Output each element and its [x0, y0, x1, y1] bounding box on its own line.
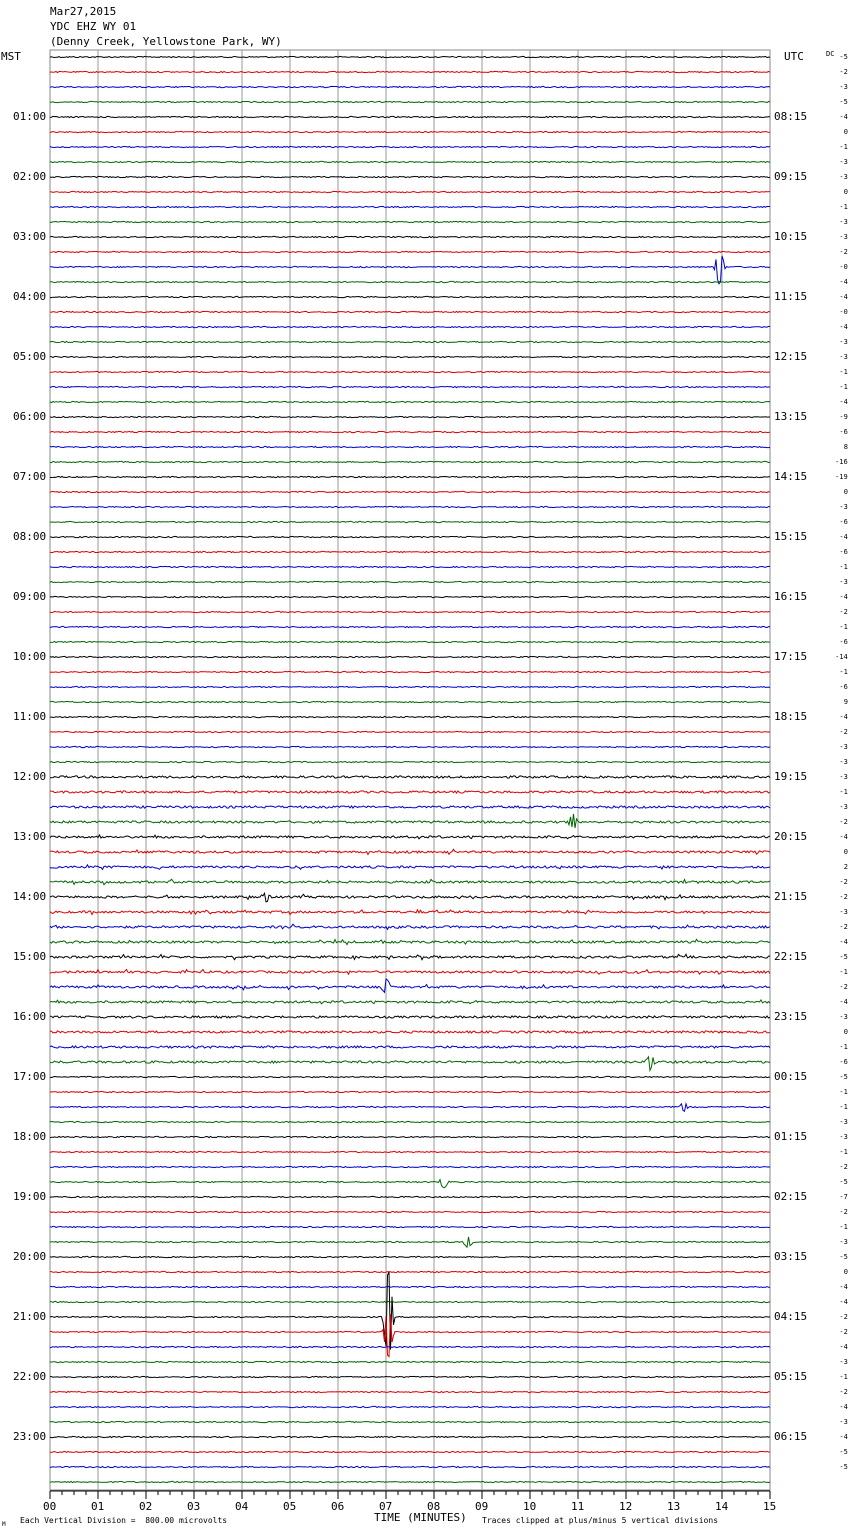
dc-offset-label: -2: [839, 878, 848, 886]
dc-offset-label: -5: [839, 1463, 848, 1471]
dc-offset-label: -3: [839, 158, 848, 166]
dc-offset-label: -6: [839, 548, 848, 556]
utc-hour-label: 02:15: [774, 1190, 808, 1203]
trace-line: [50, 1226, 770, 1227]
dc-offset-label: -1: [839, 1373, 848, 1381]
trace-line: [50, 521, 770, 522]
dc-offset-label: -1: [839, 623, 848, 631]
utc-hour-label: 16:15: [774, 590, 808, 603]
trace-line: [50, 1376, 770, 1377]
utc-hour-label: 19:15: [774, 770, 808, 783]
dc-offset-label: -4: [839, 398, 848, 406]
dc-offset-label: 2: [843, 863, 848, 871]
mst-hour-label: 21:00: [13, 1310, 47, 1323]
trace-line: [50, 251, 770, 252]
mst-hour-label: 01:00: [13, 110, 47, 123]
trace-line: [50, 161, 770, 162]
dc-offset-label: -3: [839, 233, 848, 241]
trace-line: [50, 326, 770, 327]
utc-hour-label: 01:15: [774, 1130, 808, 1143]
trace-line: [50, 386, 770, 387]
trace-line: [50, 506, 770, 507]
dc-offset-label: -1: [839, 563, 848, 571]
x-tick-label: 01: [91, 1500, 105, 1513]
trace-line: [50, 56, 770, 57]
chart-location: (Denny Creek, Yellowstone Park, WY): [50, 35, 282, 48]
trace-line: [50, 461, 770, 462]
x-tick-label: 11: [571, 1500, 585, 1513]
utc-hour-label: 03:15: [774, 1250, 808, 1263]
dc-offset-label: -3: [839, 218, 848, 226]
trace-line: [50, 146, 770, 147]
chart-date: Mar27,2015: [50, 5, 117, 18]
mst-hour-label: 16:00: [13, 1010, 47, 1023]
seismic-traces: [50, 56, 770, 1482]
dc-offset-label: -4: [839, 113, 848, 121]
dc-offset-label: -6: [839, 638, 848, 646]
dc-label: DC: [826, 50, 835, 58]
utc-hour-label: 08:15: [774, 110, 808, 123]
dc-offset-label: -2: [839, 1328, 848, 1336]
trace-line: [50, 835, 770, 839]
mst-hour-label: 09:00: [13, 590, 47, 603]
trace-line: [50, 924, 770, 929]
trace-line: [50, 1346, 770, 1347]
dc-offset-label: -9: [839, 413, 848, 421]
dc-offset-label: -1: [839, 968, 848, 976]
mst-hour-label: 12:00: [13, 770, 47, 783]
trace-line: [50, 1104, 770, 1111]
dc-offset-label: 0: [843, 188, 848, 196]
trace-line: [50, 746, 770, 747]
x-tick-label: 02: [139, 1500, 153, 1513]
trace-line: [50, 416, 770, 417]
dc-offset-label: -2: [839, 893, 848, 901]
dc-offset-label: -3: [839, 578, 848, 586]
trace-line: [50, 256, 770, 284]
trace-line: [50, 1286, 770, 1287]
trace-line: [50, 939, 770, 944]
dc-offset-label: -4: [839, 293, 848, 301]
trace-line: [50, 865, 770, 870]
x-tick-label: 14: [715, 1500, 729, 1513]
trace-line: [50, 1272, 770, 1350]
dc-offset-label: -4: [839, 1343, 848, 1351]
trace-line: [50, 970, 770, 975]
trace-line: [50, 1166, 770, 1167]
x-tick-label: 09: [475, 1500, 489, 1513]
dc-offset-label: -4: [839, 1403, 848, 1411]
dc-offset-label: -2: [839, 248, 848, 256]
dc-offset-label: -2: [839, 818, 848, 826]
x-tick-label: 07: [379, 1500, 393, 1513]
trace-line: [50, 1271, 770, 1272]
x-tick-label: 08: [427, 1500, 441, 1513]
trace-line: [50, 1196, 770, 1197]
utc-hour-label: 17:15: [774, 650, 808, 663]
mst-hour-label: 13:00: [13, 830, 47, 843]
dc-offset-label: -0: [839, 263, 848, 271]
trace-line: [50, 879, 770, 884]
trace-line: [50, 596, 770, 597]
trace-line: [50, 491, 770, 492]
utc-hour-label: 09:15: [774, 170, 808, 183]
dc-offset-label: -14: [835, 653, 848, 661]
dc-offset-label: -3: [839, 1013, 848, 1021]
dc-offset-label: 8: [843, 443, 848, 451]
dc-offset-label: -3: [839, 803, 848, 811]
trace-line: [50, 431, 770, 432]
utc-hour-label: 12:15: [774, 350, 808, 363]
mst-hour-label: 22:00: [13, 1370, 47, 1383]
trace-line: [50, 611, 770, 612]
dc-offset-label: 0: [843, 488, 848, 496]
trace-line: [50, 536, 770, 537]
dc-offset-label: -3: [839, 1133, 848, 1141]
trace-line: [50, 1301, 770, 1302]
trace-line: [50, 671, 770, 672]
trace-line: [50, 566, 770, 567]
trace-line: [50, 1151, 770, 1152]
dc-offset-label: -3: [839, 908, 848, 916]
trace-line: [50, 806, 770, 808]
dc-offset-label: -6: [839, 683, 848, 691]
trace-line: [50, 1121, 770, 1122]
trace-line: [50, 476, 770, 477]
dc-offset-label: -2: [839, 608, 848, 616]
dc-offset-label: -2: [839, 1163, 848, 1171]
dc-offset-label: -1: [839, 143, 848, 151]
scale-note: Each Vertical Division = 800.00 microvolts: [20, 1516, 228, 1525]
dc-offset-label: -7: [839, 1193, 848, 1201]
trace-line: [50, 1451, 770, 1452]
trace-line: [50, 206, 770, 207]
trace-line: [50, 954, 770, 959]
x-tick-label: 00: [43, 1500, 57, 1513]
x-tick-label: 03: [187, 1500, 201, 1513]
mst-hour-label: 19:00: [13, 1190, 47, 1203]
dc-offset-label: -4: [839, 323, 848, 331]
dc-offset-label: -4: [839, 1298, 848, 1306]
dc-offset-label: -1: [839, 203, 848, 211]
mst-hour-label: 17:00: [13, 1070, 47, 1083]
trace-line: [50, 1436, 770, 1437]
clip-note: Traces clipped at plus/minus 5 vertical divisions: [482, 1516, 719, 1525]
x-tick-label: 12: [619, 1500, 633, 1513]
trace-line: [50, 893, 770, 902]
dc-offset-label: -2: [839, 728, 848, 736]
mst-hour-label: 04:00: [13, 290, 47, 303]
dc-offset-label: -2: [839, 1388, 848, 1396]
mst-hour-label: 14:00: [13, 890, 47, 903]
dc-offset-label: -19: [835, 473, 848, 481]
dc-offset-label: -1: [839, 1223, 848, 1231]
trace-line: [50, 221, 770, 222]
trace-line: [50, 1406, 770, 1407]
trace-line: [50, 101, 770, 102]
trace-line: [50, 1046, 770, 1048]
trace-line: [50, 701, 770, 702]
mst-hour-label: 18:00: [13, 1130, 47, 1143]
mst-hour-label: 11:00: [13, 710, 47, 723]
dc-offset-label: -1: [839, 1043, 848, 1051]
x-tick-label: 13: [667, 1500, 681, 1513]
dc-offset-label: -5: [839, 53, 848, 61]
trace-line: [50, 1136, 770, 1137]
dc-offset-label: -1: [839, 383, 848, 391]
trace-line: [50, 656, 770, 657]
chart-station: YDC EHZ WY 01: [50, 20, 137, 33]
trace-line: [50, 626, 770, 627]
trace-line: [50, 1031, 770, 1033]
trace-line: [50, 731, 770, 732]
trace-line: [50, 236, 770, 237]
dc-offset-label: -4: [839, 833, 848, 841]
trace-line: [50, 86, 770, 87]
dc-offset-label: -5: [839, 1073, 848, 1081]
time-axis: [50, 1491, 770, 1499]
dc-offset-label: -1: [839, 1088, 848, 1096]
trace-line: [50, 641, 770, 642]
dc-offset-label: -3: [839, 503, 848, 511]
utc-hour-label: 11:15: [774, 290, 808, 303]
dc-offset-label: -3: [839, 743, 848, 751]
mst-hour-label: 23:00: [13, 1430, 47, 1443]
dc-offset-label: -3: [839, 773, 848, 781]
x-tick-label: 15: [763, 1500, 777, 1513]
utc-hour-label: 23:15: [774, 1010, 808, 1023]
utc-hour-label: 20:15: [774, 830, 808, 843]
dc-offset-label: -3: [839, 353, 848, 361]
dc-offset-label: -6: [839, 1058, 848, 1066]
utc-hour-label: 10:15: [774, 230, 808, 243]
dc-offset-label: -3: [839, 173, 848, 181]
dc-offset-label: 0: [843, 1028, 848, 1036]
trace-line: [50, 849, 770, 854]
mst-hour-label: 07:00: [13, 470, 47, 483]
utc-hour-label: 00:15: [774, 1070, 808, 1083]
dc-offset-label: -6: [839, 518, 848, 526]
dc-offset-label: -4: [839, 1283, 848, 1291]
dc-offset-label: 9: [843, 698, 848, 706]
dc-offset-label: -0: [839, 308, 848, 316]
dc-offset-label: -4: [839, 593, 848, 601]
trace-line: [50, 1016, 770, 1018]
dc-offset-label: -5: [839, 98, 848, 106]
trace-line: [50, 1361, 770, 1362]
dc-offset-label: -2: [839, 68, 848, 76]
dc-offset-label: -1: [839, 1103, 848, 1111]
dc-offset-label: -3: [839, 1118, 848, 1126]
trace-line: [50, 1391, 770, 1392]
mst-hour-label: 03:00: [13, 230, 47, 243]
dc-offset-label: -3: [839, 1418, 848, 1426]
mst-hour-label: 10:00: [13, 650, 47, 663]
utc-hour-label: 06:15: [774, 1430, 808, 1443]
x-axis-label: TIME (MINUTES): [374, 1511, 467, 1524]
utc-hour-label: 21:15: [774, 890, 808, 903]
x-tick-label: 05: [283, 1500, 297, 1513]
utc-hour-label: 22:15: [774, 950, 808, 963]
trace-line: [50, 71, 770, 72]
utc-hour-label: 18:15: [774, 710, 808, 723]
dc-offset-label: -5: [839, 1253, 848, 1261]
dc-offset-label: -3: [839, 1358, 848, 1366]
trace-line: [50, 116, 770, 117]
dc-offset-label: -16: [835, 458, 848, 466]
trace-line: [50, 1481, 770, 1482]
utc-hour-label: 13:15: [774, 410, 808, 423]
trace-line: [50, 401, 770, 402]
trace-line: [50, 761, 770, 762]
dc-offset-label: -3: [839, 83, 848, 91]
dc-offset-label: -1: [839, 1148, 848, 1156]
dc-offset-label: -4: [839, 1433, 848, 1441]
trace-line: [50, 814, 770, 828]
x-tick-label: 06: [331, 1500, 345, 1513]
trace-line: [50, 910, 770, 915]
x-tick-label: 04: [235, 1500, 249, 1513]
utc-hour-label: 04:15: [774, 1310, 808, 1323]
mst-hour-label: 05:00: [13, 350, 47, 363]
trace-line: [50, 1000, 770, 1004]
mst-hour-label: 06:00: [13, 410, 47, 423]
trace-line: [50, 1211, 770, 1212]
utc-hour-label: 14:15: [774, 470, 808, 483]
trace-line: [50, 1091, 770, 1092]
dc-offset-label: -2: [839, 1208, 848, 1216]
dc-offset-label: -5: [839, 953, 848, 961]
trace-line: [50, 716, 770, 717]
trace-line: [50, 1076, 770, 1077]
corner-mark: M: [2, 1521, 6, 1528]
dc-offset-label: -3: [839, 338, 848, 346]
dc-offset-label: -3: [839, 758, 848, 766]
mst-hour-label: 08:00: [13, 530, 47, 543]
trace-line: [50, 191, 770, 192]
trace-line: [50, 1057, 770, 1071]
trace-line: [50, 1256, 770, 1257]
trace-line: [50, 341, 770, 342]
dc-offset-label: -4: [839, 278, 848, 286]
right-axis-label: UTC: [784, 50, 804, 63]
dc-offset-label: -4: [839, 713, 848, 721]
dc-offset-label: -4: [839, 533, 848, 541]
trace-line: [50, 371, 770, 372]
trace-line: [50, 1180, 770, 1188]
trace-line: [50, 791, 770, 793]
trace-line: [50, 356, 770, 357]
dc-offset-label: 0: [843, 1268, 848, 1276]
dc-offset-label: -4: [839, 998, 848, 1006]
dc-offset-label: 0: [843, 128, 848, 136]
dc-offset-label: -5: [839, 1448, 848, 1456]
dc-offset-label: -5: [839, 1178, 848, 1186]
dc-offset-label: -2: [839, 923, 848, 931]
trace-line: [50, 446, 770, 447]
mst-hour-label: 15:00: [13, 950, 47, 963]
left-axis-label: MST: [1, 50, 21, 63]
dc-offset-label: -4: [839, 938, 848, 946]
dc-offset-label: -3: [839, 1238, 848, 1246]
trace-line: [50, 979, 770, 992]
dc-offset-label: -2: [839, 1313, 848, 1321]
dc-offset-label: -1: [839, 788, 848, 796]
utc-hour-label: 15:15: [774, 530, 808, 543]
trace-line: [50, 131, 770, 132]
dc-offset-label: 0: [843, 848, 848, 856]
trace-line: [50, 311, 770, 312]
trace-line: [50, 776, 770, 778]
trace-line: [50, 1466, 770, 1467]
dc-offset-label: -2: [839, 983, 848, 991]
dc-offset-label: -6: [839, 428, 848, 436]
dc-offset-label: -1: [839, 368, 848, 376]
trace-line: [50, 281, 770, 282]
utc-hour-label: 05:15: [774, 1370, 808, 1383]
trace-line: [50, 1237, 770, 1247]
trace-line: [50, 1421, 770, 1422]
dc-offset-label: -1: [839, 668, 848, 676]
trace-line: [50, 581, 770, 582]
trace-line: [50, 1314, 770, 1357]
mst-hour-label: 02:00: [13, 170, 47, 183]
x-tick-label: 10: [523, 1500, 537, 1513]
mst-hour-label: 20:00: [13, 1250, 47, 1263]
trace-line: [50, 296, 770, 297]
trace-line: [50, 551, 770, 552]
trace-line: [50, 176, 770, 177]
trace-line: [50, 686, 770, 687]
